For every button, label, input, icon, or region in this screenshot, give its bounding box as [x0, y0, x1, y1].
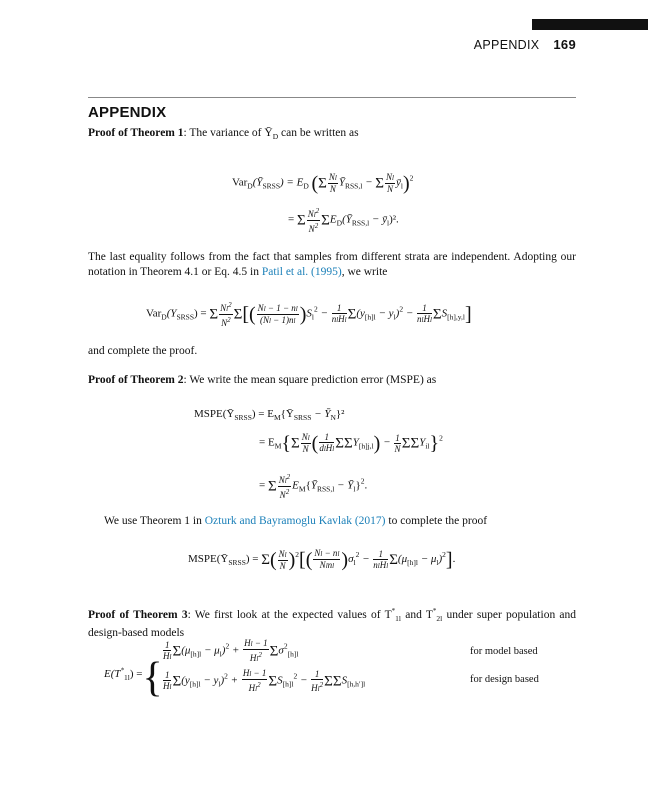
paragraph-complete-proof: and complete the proof.	[88, 345, 198, 357]
equation-3-line3: = Σ $\frac{Nl^2}{N^2}$ $E_M\{Ȳ_{RSS,l}$ − $Ȳ_l\}^2$.	[259, 473, 368, 500]
eq3-close: }²	[335, 408, 345, 420]
eq1-sub: SRSS	[262, 181, 281, 191]
citation-ozturk-link[interactable]: Ozturk and Bayramoglu Kavlak (2017)	[204, 515, 386, 527]
eq1-rest: ) = E	[280, 176, 304, 189]
theorem2-label: Proof of Theorem 2	[88, 374, 184, 386]
equation-1-line2: = Σ $\frac{Nl^2}{N^2}$ $\Sigma E_D(Ȳ_{RSS,l}$ − $ȳ_l)^2$.	[288, 207, 399, 234]
eq3-lhs-end: ) = E	[251, 408, 274, 420]
theorem1-rest: can be written as	[278, 127, 359, 139]
t2-star: *	[432, 607, 437, 615]
theorem1-label: Proof of Theorem 1	[88, 127, 184, 139]
running-title: APPENDIX	[473, 38, 540, 52]
p2-text: The last equality follows from the fact that samples from different strata are independent. Adopting our notation in Theorem 4.1 or Eq. 4.5 in	[88, 251, 576, 278]
eq5-lhs: E(T	[104, 668, 121, 680]
equation-1-line1: $Var_D(Ȳ_{SRSS}) = E_D$ (Σ $\frac{Nl}{N}$ $Ȳ_{RSS,l} - \Sigma$ $\frac{Nl}{N}$ $ȳ_l)^2$	[232, 172, 414, 195]
eq2-end: ) =	[194, 307, 207, 320]
eq4-lhs-sub: SRSS	[228, 558, 246, 568]
eq1-body: (Ȳ	[252, 176, 263, 189]
eq1-minus: −	[362, 176, 376, 189]
citation-patil-link[interactable]: Patil et al. (1995)	[261, 266, 342, 278]
eq1-var: Var	[232, 176, 248, 189]
case-design-based: for design based	[470, 674, 539, 685]
theorem3-text: : We first look at the expected values of T	[187, 608, 392, 621]
eq5-lhs-end: ) =	[129, 668, 143, 680]
theorem1-intro	[88, 126, 576, 144]
theorem3-end: under super population and design-based models	[88, 608, 577, 639]
page-number: 169	[553, 37, 576, 52]
header-bar	[532, 19, 648, 30]
eq3-mid: − Ȳ	[311, 408, 331, 420]
equation-4: $MSPE(Ȳ_{SRSS}) = \Sigma$( $\frac{Nl}{N}$ )$^2$[( $\frac{Nl - nl}{Nlnl}$ )$\sigma_l^2$ − $\frac{1}{\text{nlHl}}$ $\Sigma(\mu_{[h]l} - \mu_l)^2$].	[188, 548, 456, 572]
eq2-sub: SRSS	[176, 312, 195, 322]
equation-2: $Var_D(Y_{SRSS}) = \Sigma$ $\frac{Nl^2}{N^2}$ Σ[( $\frac{Nl - 1 - nl}{(Nl - 1)nl}$ )$S_l^2$ − $\frac{1}{\text{nlHl}}$ $\Sigma(y_{[h]l} - y_l)^2$ − $\frac{1}{\text{nlHl}}$ $\Sigma S_{[h],y,l}$]	[146, 301, 472, 328]
eq1-l2-close: )².	[389, 213, 399, 226]
eq5-lhs-sup: *	[120, 666, 124, 675]
eq2-var: Var	[146, 307, 162, 320]
theorem3-and: and T	[400, 608, 433, 621]
theorem1-sub: D	[272, 132, 279, 141]
equation-3-line1: $MSPE(Ȳ_{SRSS})$ = $E_M\{Ȳ_{SRSS}$ − $Ȳ_N\}^2$	[194, 408, 345, 422]
eq5-lhs-sub: 1l	[124, 673, 130, 682]
eq3-sub2: N	[330, 413, 336, 422]
header-rule	[88, 97, 576, 98]
theorem2-text: : We write the mean square prediction error (MSPE) as	[183, 374, 437, 386]
theorem3-intro	[88, 604, 576, 641]
section-title: APPENDIX	[88, 104, 167, 121]
p5-end: to complete the proof	[385, 515, 488, 527]
eq3-body: {Ȳ	[280, 408, 294, 420]
theorem1-text: : The variance of Ȳ	[183, 127, 273, 139]
t1-star: *	[391, 607, 396, 615]
paragraph-theorem1-ref	[104, 514, 576, 529]
eq1-tail: Ȳ	[338, 176, 345, 189]
equation-3-line2: = $E_M\{\Sigma$ $\frac{Nl}{N}$ ( $\frac{1}{\text{dlHl}}$ $\Sigma\Sigma Y_{[h]j,l}$) − $\frac{1}{N}$ $\Sigma\Sigma Y_{il}\}^2$	[259, 432, 443, 455]
equation-5-case1: $\frac{1}{Hl}$ $\Sigma(\mu_{[h]l} - \mu_l)^2$ + $\frac{Hl - 1}{Hl^2}$ $\Sigma\sigma^2_{[h]l}$	[163, 638, 299, 663]
eq3-lhs-sub: SRSS	[234, 413, 252, 422]
eq1-l2-sub: RSS,l	[351, 218, 370, 228]
p5-text: We use Theorem 1 in	[104, 515, 205, 527]
running-header	[474, 37, 576, 52]
theorem2-intro	[88, 373, 576, 388]
eq3-lhs: MSPE(Ȳ	[194, 408, 235, 420]
eq4-lhs-end: ) =	[245, 553, 259, 566]
theorem3-label: Proof of Theorem 3	[88, 608, 188, 621]
case-model-based: for model based	[470, 646, 538, 657]
t2-sub: 2l	[436, 613, 443, 623]
equation-5-case2: $\frac{1}{Hl}$ $\Sigma(y_{[h]l} - y_l)^2$ + $\frac{Hl - 1}{Hl^2}$ $\Sigma S_{[h]l}^2$ − $\frac{1}{Hl^2}$ $\Sigma\Sigma S_{[h,h']l}$	[163, 668, 366, 693]
eq1-l2-end: − ȳ	[369, 213, 387, 226]
eq4-lhs: MSPE(Ȳ	[188, 553, 229, 566]
p2-end: , we write	[341, 266, 388, 278]
equation-5-lhs: $E(T^*_{1l})$ ={	[104, 655, 163, 701]
eq1-end: ȳ	[395, 176, 401, 189]
eq1-l2-tail: E	[329, 213, 337, 226]
eq1-tail-sub: RSS,l	[345, 181, 363, 191]
t1-sub: 1l	[395, 613, 401, 623]
paragraph-independence	[88, 250, 576, 280]
eq1-l2-body: (Ȳ	[342, 213, 352, 226]
eq2-body: (Y	[166, 307, 177, 320]
eq3-sub: SRSS	[293, 413, 312, 422]
